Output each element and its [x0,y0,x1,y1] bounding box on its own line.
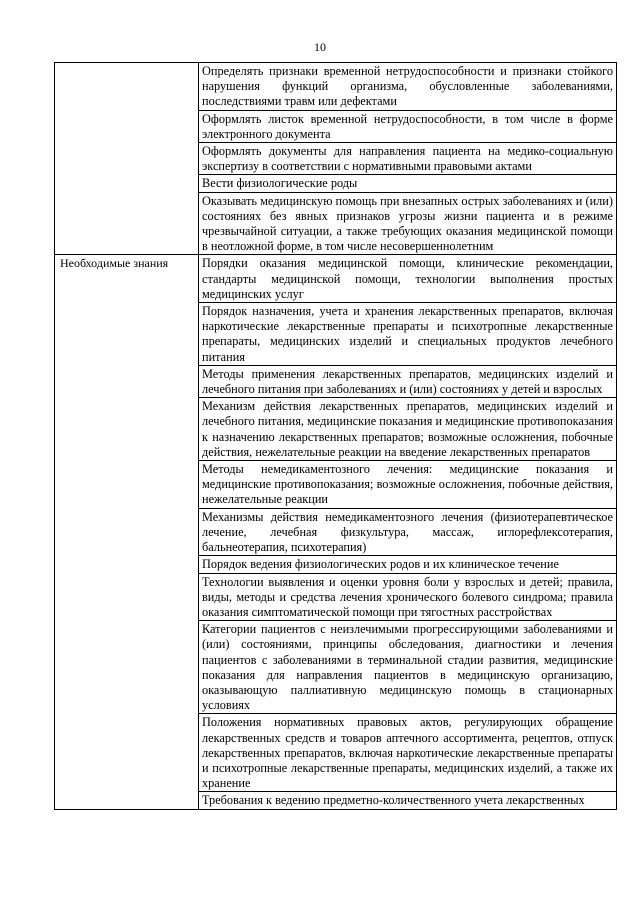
knowledge-item: Порядок назначения, учета и хранения лекарственных препаратов, включая наркотические лекарственные препараты и психотропные лекарственные препараты, медицинских изделий и специальных продуктов лечебного питания [202,304,613,364]
knowledge-item: Категории пациентов с неизлечимыми прогрессирующими заболеваниями и (или) состояниями, принципы обследования, диагностики и лечения пациентов с заболеваниями в терминальной стадии развития, медицинские показания для направления пациентов в медицинскую организацию, оказывающую паллиативную медицинскую помощь в стационарных условиях [202,622,613,713]
skill-item: Определять признаки временной нетрудоспособности и признаки стойкого нарушения функций организма, обусловленные заболеваниями, последствиями травм или дефектами [202,64,613,109]
content-cell [199,556,617,573]
content-cell [199,792,617,809]
content-cell [199,365,617,397]
knowledge-label: Необходимые знания [60,256,169,271]
knowledge-item: Механизмы действия немедикаментозного лечения (физиотерапевтическое лечение, лечебная физкультура, массаж, иглорефлексотерапия, бальнеотерапия, психотерапия) [202,509,613,555]
competency-table [54,62,617,810]
label-cell-skills [55,63,199,255]
content-cell [199,621,617,714]
label-cell-knowledge [55,255,199,809]
skill-item: Вести физиологические роды [202,176,358,191]
table-row [55,255,617,303]
knowledge-item: Методы применения лекарственных препаратов, медицинских изделий и лечебного питания при заболеваниях и (или) состояниях у детей и взрослых [202,366,613,397]
knowledge-item: Положения нормативных правовых актов, регулирующих обращение лекарственных средств и товаров аптечного ассортимента, рецептов, отпуск лекарственных препаратов, включая наркотические лекарственные препараты и психотропные лекарственные препараты, медицинских изделий, а также их хранение [202,715,613,791]
content-cell [199,303,617,366]
skill-item: Оформлять документы для направления пациента на медико-социальную экспертизу в соответствии с нормативными правовыми актами [202,144,613,174]
content-cell [199,398,617,461]
content-cell [199,573,617,621]
knowledge-item: Технологии выявления и оценки уровня боли у взрослых и детей; правила, виды, методы и средства лечения хронического болевого синдрома; правила оказания симптоматической помощи при тягостных расстройствах [202,574,613,619]
table-row [55,63,617,111]
content-cell [199,714,617,792]
page-number: 10 [314,40,326,54]
knowledge-item: Методы немедикаментозного лечения: медицинские показания и медицинские противопоказания; возможные осложнения, побочные действия, нежелательные реакции [202,462,613,507]
content-cell [199,461,617,509]
content-cell [199,143,617,175]
skill-item: Оформлять листок временной нетрудоспособности, в том числе в форме электронного документа [202,111,613,141]
content-cell [199,110,617,142]
skill-item: Оказывать медицинскую помощь при внезапных острых заболеваниях и (или) состояниях без явных признаков угрозы жизни пациента и в режиме чрезвычайной ситуации, а также требующих оказания медицинской помощи в неотложной форме, в том числе несовершеннолетним [202,193,613,254]
knowledge-item: Механизм действия лекарственных препаратов, медицинских изделий и лечебного питания, медицинские показания и медицинские противопоказания к назначению лекарственных препаратов; возможные осложнения, побочные действия, нежелательные реакции на введение лекарственных препаратов [202,399,613,459]
content-cell [199,255,617,303]
knowledge-item: Требования к ведению предметно-количественного учета лекарственных [202,793,585,808]
content-cell [199,63,617,111]
content-cell [199,192,617,255]
content-cell [199,508,617,556]
knowledge-item: Порядки оказания медицинской помощи, клинические рекомендации, стандарты медицинской помощи, технологии выполнения простых медицинских услуг [202,256,613,301]
knowledge-item: Порядок ведения физиологических родов и их клиническое течение [202,557,559,572]
content-cell [199,175,617,192]
